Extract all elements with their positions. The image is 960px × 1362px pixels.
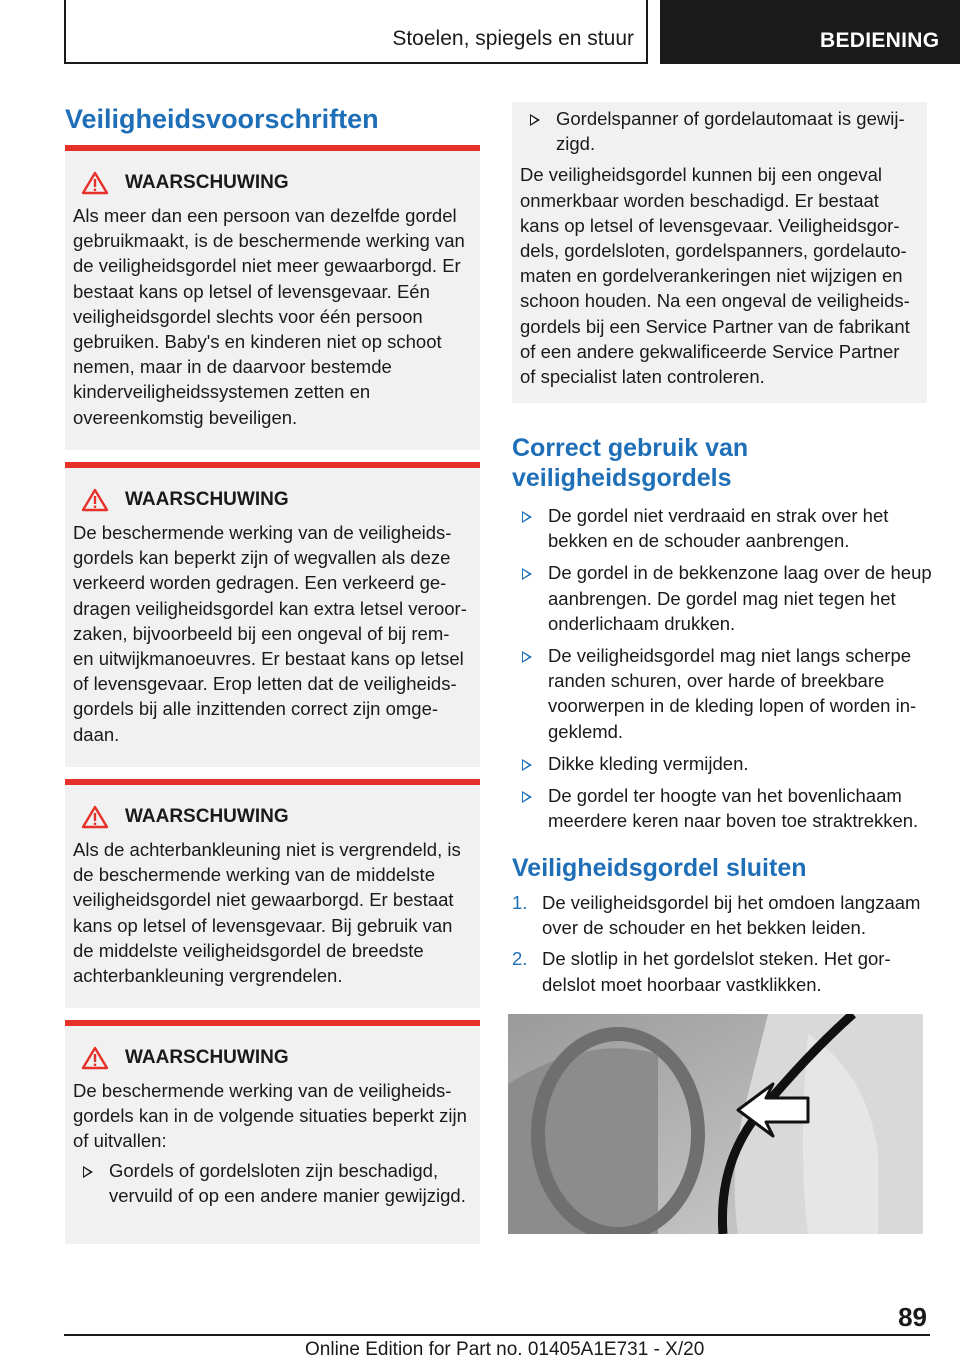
continuation-text: De veiligheidsgordel kunnen bij een ongeval onmerkbaar worden beschadigd. Er bestaat kans op letsel of levensgevaar. Veiligheidsgordels, gordelsloten, gordelspanners, gordelautomaten en gordelverankeringen niet wijzigen en schoon houden. Na een ongeval de veiligheidsgordels bij een Service Partner van de fabrikant of een andere gekwalificeerde Service Partner of specialist laten controleren.: [520, 164, 910, 388]
seatbelt-illustration: [508, 1014, 923, 1234]
triangle-bullet-icon: [522, 651, 532, 663]
triangle-bullet-icon: [522, 791, 532, 803]
correct-use-bullet-list: [512, 503, 932, 833]
list-item: De gordel in de bekkenzone laag over de heup aanbrengen. De gordel mag niet tegen het onderlichaam drukken.: [512, 560, 932, 636]
list-item: De gordel niet verdraaid en strak over het bekken en de schouder aanbrengen.: [512, 503, 932, 553]
step-number: 2.: [512, 948, 528, 970]
warning-icon: [81, 805, 109, 829]
triangle-bullet-icon: [522, 511, 532, 523]
section-title: Stoelen, spiegels en stuur: [392, 27, 634, 50]
warning-title: WAARSCHUWING: [125, 1047, 289, 1068]
warning-title: WAARSCHUWING: [125, 489, 289, 510]
warning-continuation-box: [512, 102, 927, 403]
warning-box-1: [65, 145, 480, 450]
page-number: 89: [898, 1302, 927, 1332]
chapter-tab[interactable]: [660, 0, 960, 64]
close-belt-step-list: [512, 890, 932, 997]
warning-icon: [81, 1046, 109, 1070]
footer-divider: [64, 1334, 930, 1336]
list-item: Gordelspanner of gordelautomaat is gewijzigd.: [520, 106, 919, 156]
chapter-title: BEDIENING: [820, 29, 940, 52]
page-heading: Veiligheidsvoorschriften: [65, 104, 379, 134]
warning-text: De beschermende werking van de veiligheidsgordels kan in de volgende situaties beperkt zijn of uitvallen:: [73, 1080, 467, 1152]
continuation-bullet-list: [520, 106, 919, 156]
triangle-bullet-icon: [522, 759, 532, 771]
list-item: Dikke kleding vermijden.: [512, 751, 932, 776]
header-section-frame: [64, 0, 648, 64]
list-item: De veiligheidsgordel mag niet langs scherpe randen schuren, over harde of breekbare voorwerpen in de kleding lopen of worden ingeklemd.: [512, 643, 932, 744]
list-item: 1. De veiligheidsgordel bij het omdoen langzaam over de schouder en het bekken leiden.: [512, 892, 921, 939]
warning-box-3: [65, 779, 480, 1008]
triangle-bullet-icon: [83, 1166, 93, 1178]
triangle-bullet-icon: [522, 568, 532, 580]
close-belt-steps-container: [512, 890, 932, 1003]
list-item: 2. De slotlip in het gordelslot steken. Het gordelslot moet hoorbaar vastklikken.: [512, 948, 891, 995]
section-heading-close-belt: Veiligheidsgordel sluiten: [512, 854, 807, 882]
footer-edition: Online Edition for Part no. 01405A1E731 - X/20: [305, 1339, 705, 1360]
warning-title: WAARSCHUWING: [125, 172, 289, 193]
warning-text: Als meer dan een persoon van dezelfde gordel gebruikmaakt, is de beschermende werking van de veiligheidsgordel niet meer gewaarborgd. Er bestaat kans op letsel of levensgevaar. Eén veiligheidsgordel slechts voor één persoon gebruiken. Baby's en kinderen niet op schoot nemen, maar in de daarvoor bestemde kinderveiligheidssystemen zetten en overeenkomstig beveiligen.: [73, 205, 465, 428]
triangle-bullet-icon: [530, 114, 540, 126]
list-item: Gordels of gordelsloten zijn beschadigd, vervuild of op een andere manier gewijzigd.: [73, 1158, 472, 1208]
step-number: 1.: [512, 892, 528, 913]
section-heading-correct-use: Correct gebruik van veiligheidsgordels: [512, 434, 749, 492]
warning-box-4: [65, 1020, 480, 1244]
warning-icon: [81, 171, 109, 195]
warning-text: De beschermende werking van de veiligheidsgordels kan beperkt zijn of wegvallen als deze verkeerd worden gedragen. Een verkeerd gedragen veiligheidsgordel kan extra letsel veroorzaken, bijvoorbeeld bij een ongeval of bij rem- en uitwijkmanoeuvres. Er bestaat kans op letsel of levensgevaar. Erop letten dat de veiligheidsgordels bij alle inzittenden correct zijn omgedaan.: [73, 522, 467, 745]
warning-title: WAARSCHUWING: [125, 806, 289, 827]
warning-box-2: [65, 462, 480, 767]
correct-use-list-container: [512, 499, 932, 840]
warning-bullet-list: [73, 1158, 472, 1208]
list-item: De gordel ter hoogte van het bovenlichaam meerdere keren naar boven toe straktrekken.: [512, 783, 932, 833]
warning-text: Als de achterbankleuning niet is vergrendeld, is de beschermende werking van de middelste veiligheidsgordel niet gewaarborgd. Er bestaat kans op letsel of levensgevaar. Bij gebruik van de middelste veiligheidsgordel de breedste achterbankleuning vergrendelen.: [73, 839, 461, 987]
warning-icon: [81, 488, 109, 512]
seatbelt-photo: [508, 1014, 923, 1234]
